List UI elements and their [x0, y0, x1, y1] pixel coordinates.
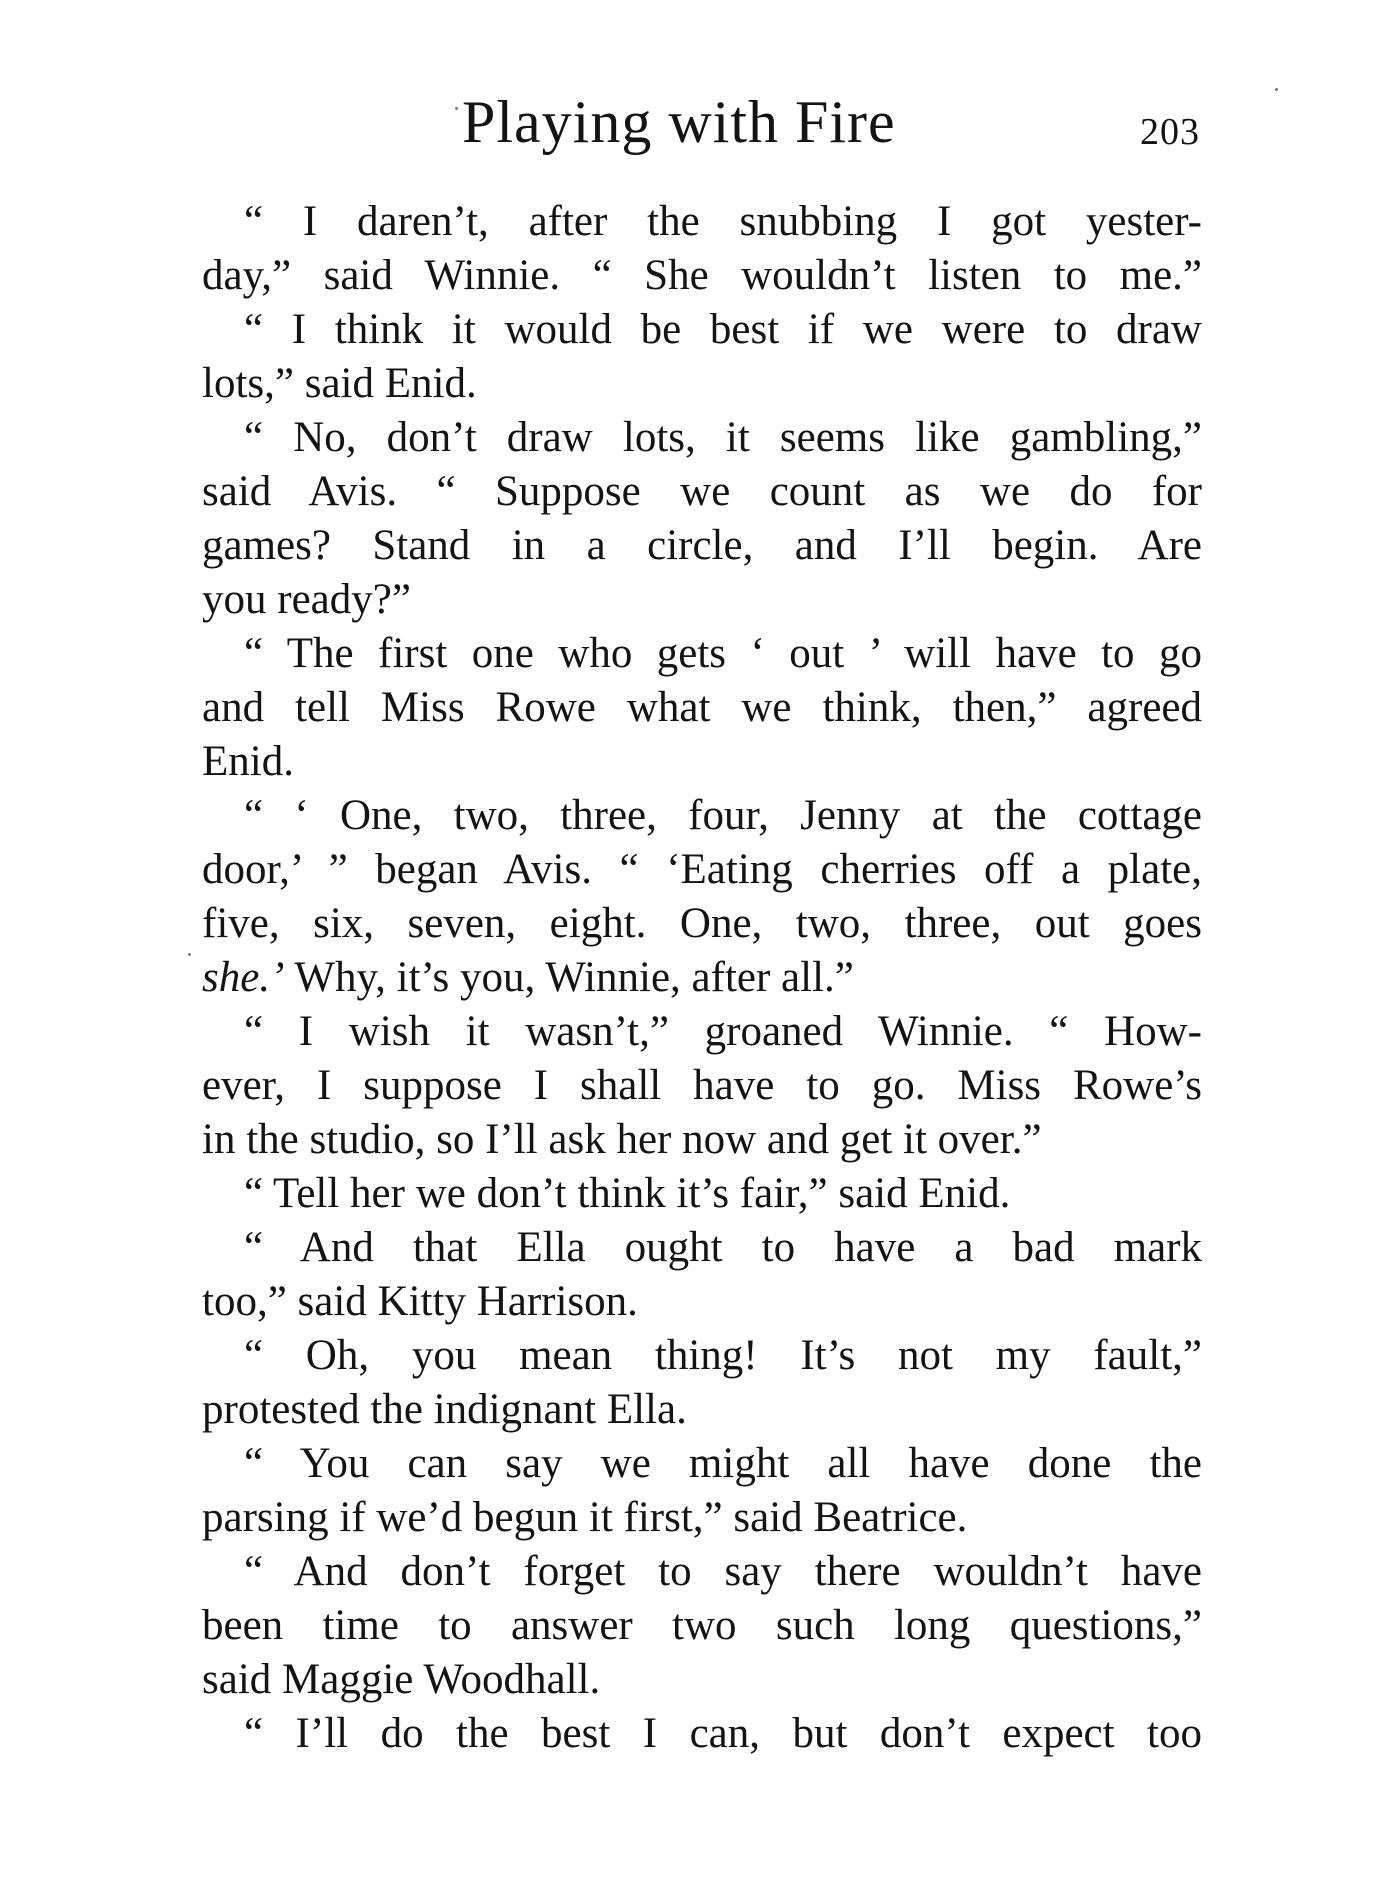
- running-title: Playing with Fire: [462, 89, 896, 155]
- text-line: too,” said Kitty Harrison.: [202, 1278, 638, 1325]
- text-line: “ The first one who gets ‘ out ’ will have to go: [244, 630, 1202, 677]
- text-line: “ I think it would be best if we were to draw: [244, 306, 1202, 353]
- text-line: “ ‘ One, two, three, four, Jenny at the cottage: [244, 792, 1202, 839]
- text-line: said Avis. “ Suppose we count as we do for: [202, 468, 1202, 515]
- text-line: “ I’ll do the best I can, but don’t expect too: [244, 1710, 1202, 1757]
- text-line: “ And that Ella ought to have a bad mark: [244, 1224, 1202, 1271]
- text-line: you ready?”: [202, 576, 411, 623]
- text-line: day,” said Winnie. “ She wouldn’t listen to me.”: [202, 252, 1202, 299]
- text-line: and tell Miss Rowe what we think, then,” agreed: [202, 684, 1202, 731]
- print-speck: [188, 953, 191, 956]
- page-header: [200, 82, 1200, 162]
- text-line: “ No, don’t draw lots, it seems like gambling,”: [244, 414, 1202, 461]
- text-line: five, six, seven, eight. One, two, three, out goes: [202, 900, 1202, 947]
- text-line: parsing if we’d begun it first,” said Beatrice.: [202, 1494, 968, 1541]
- text-line: door,’ ” began Avis. “ ‘Eating cherries off a plate,: [202, 846, 1202, 893]
- italic-text: she.’: [202, 954, 285, 1001]
- text-line: [202, 951, 1202, 1005]
- text-line: “ You can say we might all have done the: [244, 1440, 1202, 1487]
- line-text: Why, it’s you, Winnie, after all.”: [284, 954, 854, 1001]
- text-line: games? Stand in a circle, and I’ll begin. Are: [202, 522, 1202, 569]
- text-line: been time to answer two such long questions,”: [202, 1602, 1202, 1649]
- text-line: in the studio, so I’ll ask her now and get it over.”: [202, 1116, 1042, 1163]
- text-line: “ Tell her we don’t think it’s fair,” said Enid.: [244, 1170, 1011, 1217]
- text-line: Enid.: [202, 738, 294, 785]
- text-line: said Maggie Woodhall.: [202, 1656, 601, 1703]
- text-line: “ I daren’t, after the snubbing I got yester-: [244, 198, 1202, 245]
- text-line: “ Oh, you mean thing! It’s not my fault,”: [244, 1332, 1202, 1379]
- text-line: “ I wish it wasn’t,” groaned Winnie. “ How-: [244, 1008, 1202, 1055]
- text-line: protested the indignant Ella.: [202, 1386, 687, 1433]
- body-text: [202, 195, 1202, 1761]
- text-line: lots,” said Enid.: [202, 360, 477, 407]
- page-number: 203: [1140, 111, 1200, 153]
- print-speck: [455, 107, 458, 110]
- text-line: “ And don’t forget to say there wouldn’t have: [244, 1548, 1202, 1595]
- text-line: ever, I suppose I shall have to go. Miss Rowe’s: [202, 1062, 1202, 1109]
- print-speck: [1275, 88, 1278, 91]
